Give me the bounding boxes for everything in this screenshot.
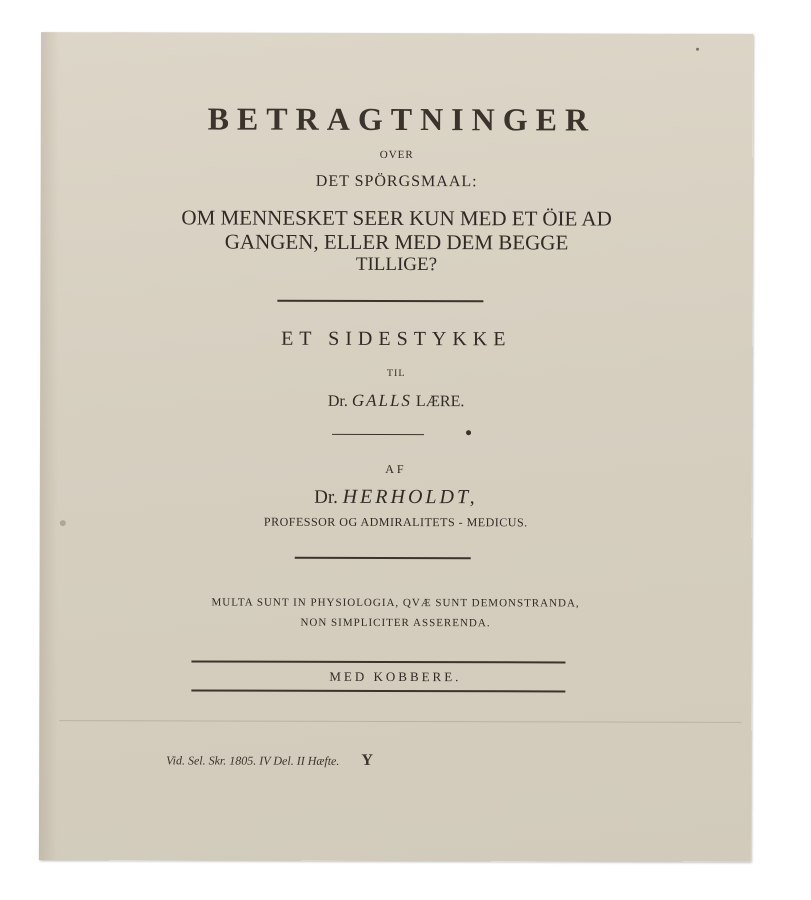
question-line-2: OM MENNESKET SEER KUN MED ET ÖIE AD [181,205,612,231]
galls-line [40,390,752,412]
divider-rule [191,660,565,663]
question-line-4: TILLIGE? [355,253,438,276]
question-line-1: DET SPÖRGSMAAL: [315,172,478,191]
author-profession: PROFESSOR OG ADMIRALITETS - MEDICUS. [263,514,528,530]
author-prefix: Dr. [314,486,338,508]
ink-spot [466,430,471,435]
question-line-3: GANGEN, ELLER MED DEM BEGGE [224,229,569,255]
til-label: TIL [386,367,406,380]
title-page [39,32,753,862]
motto-line-2: NON SIMPLICITER ASSERENDA. [300,616,491,630]
signature-mark: Y [361,751,373,769]
author-name: HERHOLDT, [342,485,478,509]
divider-rule [277,300,483,303]
kobbere-label: MED KOBBERE. [329,668,462,685]
af-label: AF [385,461,407,477]
signature-line [166,751,373,770]
galls-prefix: Dr. [327,392,348,410]
signature-text: Vid. Sel. Skr. 1805. IV Del. II Hæfte. [166,753,340,768]
galls-suffix: LÆRE. [415,393,465,411]
ink-spot [696,48,699,51]
divider-rule [191,689,565,692]
motto-line-1: MULTA SUNT IN PHYSIOLOGIA, QVÆ SUNT DEMONSTRANDA, [211,596,580,610]
divider-rule [332,434,424,435]
subtitle: ET SIDESTYKKE [281,327,512,351]
galls-name: GALLS [351,390,412,411]
author-line [40,485,752,510]
page-title: BETRAGTNINGER [207,100,597,138]
over-label: OVER [379,148,414,162]
divider-rule [295,557,471,559]
